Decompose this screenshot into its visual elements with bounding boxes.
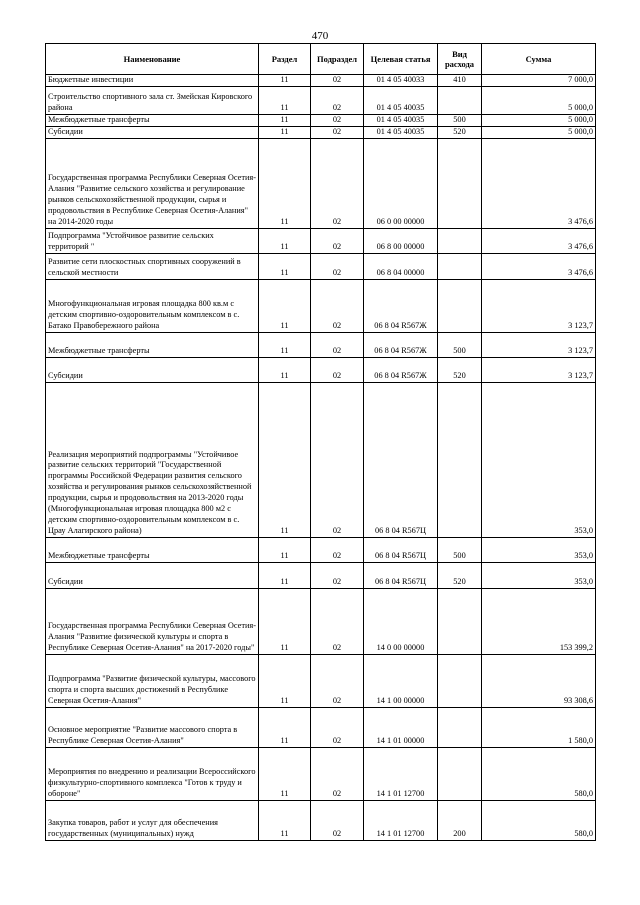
cell-vid: 500 bbox=[438, 333, 482, 358]
cell-vid: 410 bbox=[438, 75, 482, 87]
cell-razdel: 11 bbox=[259, 75, 311, 87]
cell-statya: 06 8 04 R567Ж bbox=[364, 358, 438, 383]
cell-podrazdel: 02 bbox=[311, 229, 364, 254]
table-row bbox=[46, 127, 596, 139]
cell-razdel: 11 bbox=[259, 708, 311, 748]
cell-summa: 5 000,0 bbox=[482, 127, 596, 139]
header-razdel: Раздел bbox=[259, 44, 311, 75]
cell-podrazdel: 02 bbox=[311, 75, 364, 87]
cell-statya: 06 8 04 R567Ц bbox=[364, 538, 438, 563]
cell-vid bbox=[438, 280, 482, 333]
cell-razdel: 11 bbox=[259, 139, 311, 229]
cell-summa: 3 476,6 bbox=[482, 229, 596, 254]
cell-summa: 5 000,0 bbox=[482, 87, 596, 115]
cell-vid: 520 bbox=[438, 127, 482, 139]
table-row bbox=[46, 229, 596, 254]
cell-razdel: 11 bbox=[259, 87, 311, 115]
cell-name: Строительство спортивного зала ст. Змейская Кировского района bbox=[46, 87, 259, 115]
cell-razdel: 11 bbox=[259, 254, 311, 280]
cell-statya: 06 8 04 R567Ж bbox=[364, 333, 438, 358]
table-row bbox=[46, 358, 596, 383]
cell-vid bbox=[438, 589, 482, 655]
cell-name: Многофункциональная игровая площадка 800 кв.м с детским спортивно-оздоровительным комплексом в с. Батако Правобережного района bbox=[46, 280, 259, 333]
table-row bbox=[46, 538, 596, 563]
cell-razdel: 11 bbox=[259, 801, 311, 841]
cell-podrazdel: 02 bbox=[311, 708, 364, 748]
cell-vid bbox=[438, 87, 482, 115]
cell-statya: 06 0 00 00000 bbox=[364, 139, 438, 229]
cell-razdel: 11 bbox=[259, 748, 311, 801]
cell-summa: 3 476,6 bbox=[482, 254, 596, 280]
cell-name: Субсидии bbox=[46, 358, 259, 383]
cell-razdel: 11 bbox=[259, 383, 311, 538]
cell-vid bbox=[438, 655, 482, 708]
table-row bbox=[46, 655, 596, 708]
cell-statya: 14 1 01 12700 bbox=[364, 748, 438, 801]
cell-statya: 06 8 04 00000 bbox=[364, 254, 438, 280]
table-row bbox=[46, 333, 596, 358]
cell-statya: 01 4 05 40033 bbox=[364, 75, 438, 87]
cell-vid bbox=[438, 708, 482, 748]
cell-summa: 1 580,0 bbox=[482, 708, 596, 748]
cell-statya: 06 8 04 R567Ж bbox=[364, 280, 438, 333]
cell-summa: 3 123,7 bbox=[482, 333, 596, 358]
cell-summa: 93 308,6 bbox=[482, 655, 596, 708]
cell-statya: 06 8 04 R567Ц bbox=[364, 383, 438, 538]
cell-podrazdel: 02 bbox=[311, 127, 364, 139]
cell-summa: 353,0 bbox=[482, 563, 596, 589]
table-row bbox=[46, 563, 596, 589]
cell-vid bbox=[438, 139, 482, 229]
table-row bbox=[46, 383, 596, 538]
table-row bbox=[46, 139, 596, 229]
cell-podrazdel: 02 bbox=[311, 563, 364, 589]
cell-name: Субсидии bbox=[46, 127, 259, 139]
cell-razdel: 11 bbox=[259, 589, 311, 655]
cell-podrazdel: 02 bbox=[311, 115, 364, 127]
cell-podrazdel: 02 bbox=[311, 655, 364, 708]
cell-name: Закупка товаров, работ и услуг для обеспечения государственных (муниципальных) нужд bbox=[46, 801, 259, 841]
cell-name: Межбюджетные трансферты bbox=[46, 333, 259, 358]
cell-statya: 06 8 04 R567Ц bbox=[364, 563, 438, 589]
cell-summa: 353,0 bbox=[482, 538, 596, 563]
page-number: 470 bbox=[311, 30, 329, 42]
cell-summa: 7 000,0 bbox=[482, 75, 596, 87]
cell-razdel: 11 bbox=[259, 280, 311, 333]
table-row bbox=[46, 115, 596, 127]
cell-vid bbox=[438, 229, 482, 254]
cell-podrazdel: 02 bbox=[311, 748, 364, 801]
header-vid: Вид расхода bbox=[438, 44, 482, 75]
table-row bbox=[46, 748, 596, 801]
cell-podrazdel: 02 bbox=[311, 139, 364, 229]
table-row bbox=[46, 589, 596, 655]
header-podrazdel: Подраздел bbox=[311, 44, 364, 75]
cell-name: Мероприятия по внедрению и реализации Всероссийского физкультурно-спортивного комплекса "Готов к труду и обороне" bbox=[46, 748, 259, 801]
cell-statya: 14 0 00 00000 bbox=[364, 589, 438, 655]
cell-razdel: 11 bbox=[259, 333, 311, 358]
cell-razdel: 11 bbox=[259, 538, 311, 563]
cell-razdel: 11 bbox=[259, 127, 311, 139]
cell-statya: 06 8 00 00000 bbox=[364, 229, 438, 254]
cell-name: Субсидии bbox=[46, 563, 259, 589]
cell-name: Развитие сети плоскостных спортивных сооружений в сельской местности bbox=[46, 254, 259, 280]
table-row bbox=[46, 708, 596, 748]
cell-podrazdel: 02 bbox=[311, 589, 364, 655]
cell-vid bbox=[438, 383, 482, 538]
cell-summa: 580,0 bbox=[482, 801, 596, 841]
cell-vid bbox=[438, 748, 482, 801]
cell-podrazdel: 02 bbox=[311, 801, 364, 841]
table-header-row bbox=[46, 44, 596, 75]
cell-podrazdel: 02 bbox=[311, 538, 364, 563]
table-row bbox=[46, 801, 596, 841]
cell-statya: 01 4 05 40035 bbox=[364, 115, 438, 127]
cell-razdel: 11 bbox=[259, 563, 311, 589]
cell-name: Бюджетные инвестиции bbox=[46, 75, 259, 87]
cell-razdel: 11 bbox=[259, 358, 311, 383]
cell-podrazdel: 02 bbox=[311, 333, 364, 358]
cell-vid: 200 bbox=[438, 801, 482, 841]
cell-name: Реализация мероприятий подпрограммы "Устойчивое развитие сельских территорий "Государственной программы Российской Федерации развития сельского хозяйства и регулирования рынков сельскохозяйственной продукции, сырья и продовольствия на 2013-2020 годы (Многофункциональная игровая площадка 800 м2 с детским спортивно-оздоровительным комплексом в с. Црау Алагирского района) bbox=[46, 383, 259, 538]
cell-razdel: 11 bbox=[259, 115, 311, 127]
cell-podrazdel: 02 bbox=[311, 280, 364, 333]
cell-vid: 520 bbox=[438, 358, 482, 383]
cell-podrazdel: 02 bbox=[311, 358, 364, 383]
cell-statya: 14 1 01 12700 bbox=[364, 801, 438, 841]
cell-name: Основное мероприятие "Развитие массового спорта в Республике Северная Осетия-Алания" bbox=[46, 708, 259, 748]
cell-razdel: 11 bbox=[259, 229, 311, 254]
cell-statya: 14 1 00 00000 bbox=[364, 655, 438, 708]
cell-name: Государственная программа Республики Северная Осетия-Алания "Развитие сельского хозяйства и регулирование рынков сельскохозяйственной продукции, сырья и продовольствия в Республике Северная Осетия-Алания" на 2014-2020 годы bbox=[46, 139, 259, 229]
cell-name: Подпрограмма "Развитие физической культуры, массового спорта и спорта высших достижений в Республике Северная Осетия-Алания" bbox=[46, 655, 259, 708]
cell-vid: 500 bbox=[438, 538, 482, 563]
header-statya: Целевая статья bbox=[364, 44, 438, 75]
header-name: Наименование bbox=[46, 44, 259, 75]
cell-vid: 500 bbox=[438, 115, 482, 127]
cell-podrazdel: 02 bbox=[311, 383, 364, 538]
cell-summa: 5 000,0 bbox=[482, 115, 596, 127]
table-row bbox=[46, 254, 596, 280]
cell-name: Подпрограмма "Устойчивое развитие сельских территорий " bbox=[46, 229, 259, 254]
cell-name: Межбюджетные трансферты bbox=[46, 538, 259, 563]
cell-summa: 3 123,7 bbox=[482, 280, 596, 333]
cell-razdel: 11 bbox=[259, 655, 311, 708]
cell-podrazdel: 02 bbox=[311, 254, 364, 280]
cell-name: Государственная программа Республики Северная Осетия-Алания "Развитие физической культуры и спорта в Республике Северная Осетия-Алания" на 2017-2020 годы" bbox=[46, 589, 259, 655]
cell-summa: 3 476,6 bbox=[482, 139, 596, 229]
cell-podrazdel: 02 bbox=[311, 87, 364, 115]
cell-summa: 3 123,7 bbox=[482, 358, 596, 383]
cell-statya: 01 4 05 40035 bbox=[364, 87, 438, 115]
cell-vid bbox=[438, 254, 482, 280]
table-row bbox=[46, 280, 596, 333]
table-row bbox=[46, 75, 596, 87]
cell-summa: 580,0 bbox=[482, 748, 596, 801]
cell-name: Межбюджетные трансферты bbox=[46, 115, 259, 127]
table-row bbox=[46, 87, 596, 115]
cell-statya: 14 1 01 00000 bbox=[364, 708, 438, 748]
cell-statya: 01 4 05 40035 bbox=[364, 127, 438, 139]
header-summa: Сумма bbox=[482, 44, 596, 75]
cell-summa: 153 399,2 bbox=[482, 589, 596, 655]
cell-summa: 353,0 bbox=[482, 383, 596, 538]
cell-vid: 520 bbox=[438, 563, 482, 589]
budget-table bbox=[45, 43, 596, 841]
